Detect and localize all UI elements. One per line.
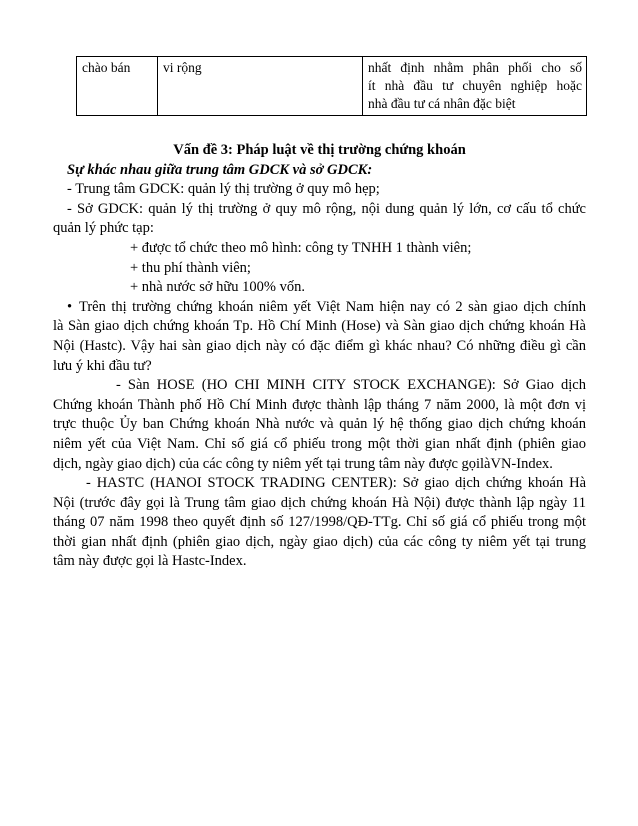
text-line: - Sàn HOSE (HO CHI MINH CITY STOCK EXCHANGE): Sở Giao dịch [116, 377, 586, 394]
text-line: Trên thị trường chứng khoán niêm yết Việt Nam hiện nay có 2 sàn giao dịch chính [79, 298, 586, 315]
cell-text: vi rộng [163, 60, 202, 75]
bullet-icon: • [67, 298, 73, 315]
text-line: tháng 07 năm 1998 theo quyết định số 127/1998/QĐ-TTg. Chỉ số giá cổ phiếu trong một [53, 514, 586, 531]
text-line: Nội (trước đây gọi là Trung tâm giao dịch chứng khoán Hà Nội) được thành lập ngày 11 [53, 494, 586, 511]
cell-line: ít nhà đầu tư chuyên nghiệp hoặc [368, 78, 582, 93]
hastc-paragraph [53, 474, 586, 572]
comparison-table-fragment [76, 56, 587, 116]
text-line: Chứng khoán Thành phố Hồ Chí Minh được thành lập tháng 7 năm 2000, là một đơn vị [53, 396, 586, 413]
table-cell-scope [158, 57, 363, 116]
text-line: niêm yết của Việt Nam. Chỉ số giá cổ phiếu trong một thời gian nhất định (phiên giao [53, 435, 586, 452]
cell-line: nhất định nhằm phân phối cho số [368, 60, 582, 75]
text-line: tâm này được gọi là Hastc-Index. [53, 553, 247, 570]
text-line: thời gian nhất định (phiên giao dịch, ngày giao dịch) của các công ty niêm yết tại trung [53, 533, 586, 550]
dash-item-stock-exchange [53, 200, 586, 220]
bullet-first-line [53, 298, 586, 318]
text-line: dịch, ngày giao dịch) của các công ty niêm yết tại trung tâm này được gọilàVN-Index. [53, 455, 553, 472]
text-line: là Sàn giao dịch chứng khoán Tp. Hồ Chí Minh (Hose) và Sàn giao dịch chứng khoán Hà [53, 318, 586, 335]
table-cell-offering [77, 57, 158, 116]
cell-line: nhà đầu tư cá nhân đặc biệt [368, 96, 516, 111]
plus-item: + thu phí thành viên; [130, 259, 251, 276]
table-row [77, 57, 587, 116]
text-line: - Sở GDCK: quản lý thị trường ở quy mô rộng, nội dung quản lý lớn, cơ cấu tổ chức [67, 200, 586, 217]
bullet-paragraph [53, 298, 586, 376]
section-subheading: Sự khác nhau giữa trung tâm GDCK và sở GDCK: [67, 161, 373, 178]
table-cell-description [363, 57, 587, 116]
text-line: - HASTC (HANOI STOCK TRADING CENTER): Sở giao dịch chứng khoán Hà [86, 475, 586, 492]
plus-item: + nhà nước sở hữu 100% vốn. [130, 279, 305, 296]
dash-item-trade-center: - Trung tâm GDCK: quản lý thị trường ở quy mô hẹp; [67, 181, 380, 198]
text-line: lưu ý khi đầu tư? [53, 357, 152, 374]
hose-paragraph [53, 376, 586, 474]
text-line: Nội (Hastc). Vậy hai sàn giao dịch này có đặc điểm gì khác nhau? Có những điều gì cần [53, 337, 586, 354]
section-heading: Vấn đề 3: Pháp luật về thị trường chứng khoán [173, 142, 466, 158]
text-line: trực thuộc Ủy ban Chứng khoán Nhà nước và quản lý hệ thống giao dịch chứng khoán [53, 416, 586, 433]
plus-item: + được tổ chức theo mô hình: công ty TNHH 1 thành viên; [130, 239, 472, 256]
dash-item-continuation: quản lý phức tạp: [53, 220, 154, 237]
document-body [53, 141, 586, 572]
cell-text: chào bán [82, 60, 131, 75]
